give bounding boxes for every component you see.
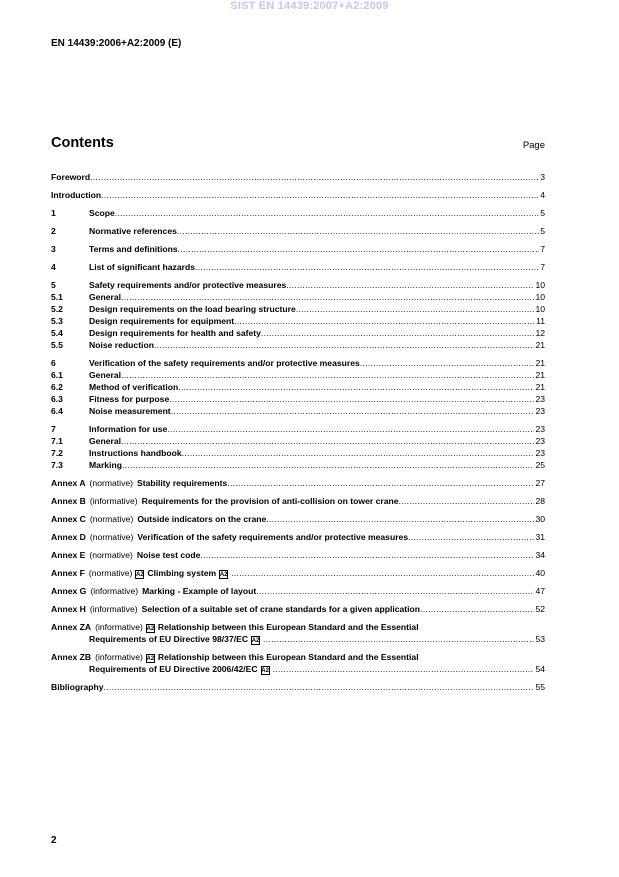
toc-entry-number: 2 <box>51 226 56 236</box>
toc-entry-page: 23 <box>535 424 545 434</box>
toc-entry-6-4[interactable] <box>51 405 545 417</box>
toc-entry-page: 21 <box>535 370 545 380</box>
toc-entry-4[interactable] <box>51 261 545 273</box>
toc-entry-title: Verification of the safety requirements and/or protective measures <box>89 358 360 368</box>
toc-entry-title: Design requirements for equipment <box>89 316 235 326</box>
toc-entry-5-2[interactable] <box>51 303 545 315</box>
annex-page: 47 <box>535 586 545 596</box>
toc-entry-page: 10 <box>535 292 545 302</box>
toc-entry-page: 4 <box>540 190 545 200</box>
toc-entry-6-1[interactable] <box>51 369 545 381</box>
toc-entry-title: Design requirements on the load bearing structure <box>89 304 296 314</box>
amendment-end-marker: A2 <box>261 667 269 674</box>
annex-page: 54 <box>535 664 545 674</box>
annex-type: (informative) <box>95 622 143 632</box>
toc-entry-title: Safety requirements and/or protective measures <box>89 280 287 290</box>
toc-entry-number: 6.3 <box>51 394 63 404</box>
annex-page: 53 <box>535 634 545 644</box>
toc-entry-page: 21 <box>535 358 545 368</box>
toc-entry-number: 6.1 <box>51 370 63 380</box>
annex-id: Annex D <box>51 532 86 542</box>
toc-entry-number: 5.2 <box>51 304 63 314</box>
toc-entry-page: 7 <box>540 262 545 272</box>
toc-entry-page: 23 <box>535 448 545 458</box>
toc-entry-number: 7.3 <box>51 460 63 470</box>
toc-entry-title: General <box>89 436 122 446</box>
toc-entry-number: 6 <box>51 358 56 368</box>
toc-annex-za-continued[interactable] <box>51 633 545 645</box>
annex-title-line2: Requirements of EU Directive 98/37/EC <box>89 634 249 644</box>
toc-entry-number: 3 <box>51 244 56 254</box>
annex-type: (normative) <box>89 514 134 524</box>
annex-title: Requirements for the provision of anti-collision on tower crane <box>141 496 399 506</box>
table-of-contents <box>51 171 545 693</box>
toc-entry-title: Noise reduction <box>89 340 154 350</box>
toc-entry-title: Bibliography <box>51 682 104 692</box>
toc-entry-5-1[interactable] <box>51 291 545 303</box>
toc-annex-g[interactable] <box>51 585 545 597</box>
toc-entry-number: 5.5 <box>51 340 63 350</box>
annex-type: (normative) <box>89 532 134 542</box>
contents-heading: Contents <box>51 135 114 151</box>
annex-type: (informative) <box>95 652 143 662</box>
annex-type: (informative) <box>89 604 138 614</box>
toc-entry-page: 23 <box>535 394 545 404</box>
annex-title-line2: Requirements of EU Directive 2006/42/EC <box>89 664 258 674</box>
amendment-start-marker: A2 <box>136 571 144 578</box>
toc-entry-title: General <box>89 292 122 302</box>
toc-entry-foreword[interactable] <box>51 171 545 183</box>
toc-entry-number: 6.2 <box>51 382 63 392</box>
toc-entry-page: 12 <box>535 328 545 338</box>
annex-type: (normative) <box>89 478 134 488</box>
toc-entry-number: 5.4 <box>51 328 63 338</box>
annex-type: (normative) <box>89 550 133 560</box>
toc-entry-title: Design requirements for health and safety <box>89 328 261 338</box>
annex-type: (informative) <box>89 496 138 506</box>
annex-id: Annex F <box>51 568 85 578</box>
toc-entry-page: 25 <box>535 460 545 470</box>
toc-entry-7-2[interactable] <box>51 447 545 459</box>
toc-entry-6-2[interactable] <box>51 381 545 393</box>
toc-entry-page: 21 <box>535 340 545 350</box>
toc-entry-title: Information for use <box>89 424 168 434</box>
toc-entry-5-4[interactable] <box>51 327 545 339</box>
toc-entry-number: 5 <box>51 280 56 290</box>
annex-id: Annex E <box>51 550 86 560</box>
toc-entry-number: 5.3 <box>51 316 63 326</box>
toc-entry-page: 10 <box>535 280 545 290</box>
toc-entry-number: 7 <box>51 424 56 434</box>
toc-entry-6[interactable] <box>51 357 545 369</box>
page-column-label: Page <box>522 140 545 151</box>
annex-id: Annex B <box>51 496 86 506</box>
toc-entry-title: List of significant hazards <box>89 262 196 272</box>
annex-type: (informative) <box>90 586 139 596</box>
toc-entry-title: Introduction <box>51 190 102 200</box>
toc-entry-page: 3 <box>540 172 545 182</box>
toc-entry-7[interactable] <box>51 423 545 435</box>
toc-entry-number: 7.1 <box>51 436 63 446</box>
toc-entry-page: 21 <box>535 382 545 392</box>
toc-entry-number: 1 <box>51 208 56 218</box>
annex-title: Stability requirements <box>137 478 228 488</box>
toc-annex-zb[interactable] <box>51 651 545 663</box>
toc-annex-za[interactable] <box>51 621 545 633</box>
toc-entry-number: 5.1 <box>51 292 63 302</box>
document-id: EN 14439:2006+A2:2009 (E) <box>51 38 182 49</box>
amendment-end-marker: A2 <box>219 571 228 578</box>
annex-page: 30 <box>535 514 545 524</box>
amendment-end-marker: A2 <box>251 637 260 644</box>
annex-page: 28 <box>535 496 545 506</box>
toc-entry-page: 7 <box>540 244 545 254</box>
annex-page: 34 <box>535 550 545 560</box>
annex-title-line1: Relationship between this European Standard and the Essential <box>157 622 419 632</box>
toc-entry-3[interactable] <box>51 243 545 255</box>
toc-entry-title: Method of verification <box>89 382 179 392</box>
toc-entry-6-3[interactable] <box>51 393 545 405</box>
toc-entry-number: 4 <box>51 262 56 272</box>
annex-id: Annex G <box>51 586 87 596</box>
toc-entry-page: 10 <box>535 304 545 314</box>
amendment-start-marker: A2 <box>146 655 155 662</box>
toc-entry-bibliography[interactable] <box>51 681 545 693</box>
annex-title: Noise test code <box>136 550 201 560</box>
toc-annex-d[interactable] <box>51 531 545 543</box>
annex-id: Annex ZA <box>51 622 92 632</box>
toc-entry-1[interactable] <box>51 207 545 219</box>
toc-entry-5-5[interactable] <box>51 339 545 351</box>
toc-annex-h[interactable] <box>51 603 545 615</box>
toc-annex-c[interactable] <box>51 513 545 525</box>
amendment-start-marker: A2 <box>146 625 155 632</box>
toc-entry-title: Foreword <box>51 172 91 182</box>
annex-title: Outside indicators on the crane <box>137 514 267 524</box>
watermark: SIST EN 14439:2007+A2:2009 <box>230 0 389 12</box>
annex-title: Climbing system <box>147 568 217 578</box>
toc-entry-2[interactable] <box>51 225 545 237</box>
toc-entry-page: 23 <box>535 436 545 446</box>
annex-title: Marking - Example of layout <box>142 586 257 596</box>
toc-entry-page: 55 <box>535 682 545 692</box>
annex-page: 31 <box>535 532 545 542</box>
toc-entry-7-3[interactable] <box>51 459 545 471</box>
toc-entry-title: Noise measurement <box>89 406 171 416</box>
toc-entry-title: Scope <box>89 208 115 218</box>
toc-entry-5[interactable] <box>51 279 545 291</box>
annex-page: 40 <box>535 568 545 578</box>
annex-title: Selection of a suitable set of crane standards for a given application <box>141 604 421 614</box>
toc-annex-b[interactable] <box>51 495 545 507</box>
toc-entry-page: 11 <box>536 316 545 326</box>
toc-entry-title: Normative references <box>89 226 177 236</box>
annex-id: Annex A <box>51 478 86 488</box>
toc-annex-zb-continued[interactable] <box>51 663 545 675</box>
annex-id: Annex C <box>51 514 86 524</box>
toc-annex-e[interactable] <box>51 549 545 561</box>
footer-page-number: 2 <box>51 835 57 846</box>
annex-page: 52 <box>535 604 545 614</box>
toc-entry-page: 23 <box>535 406 545 416</box>
toc-annex-a[interactable] <box>51 477 545 489</box>
toc-entry-title: Marking <box>89 460 122 470</box>
toc-entry-5-3[interactable] <box>51 315 545 327</box>
toc-entry-title: Fitness for purpose <box>89 394 170 404</box>
toc-entry-title: Terms and definitions <box>89 244 178 254</box>
toc-entry-page: 5 <box>540 208 545 218</box>
annex-title: Verification of the safety requirements and/or protective measures <box>137 532 409 542</box>
toc-entry-number: 7.2 <box>51 448 63 458</box>
toc-annex-f[interactable] <box>51 567 545 579</box>
annex-title-line1: Relationship between this European Standard and the Essential <box>157 652 419 662</box>
toc-entry-page: 5 <box>540 226 545 236</box>
annex-type: (normative) <box>88 568 133 578</box>
toc-entry-number: 6.4 <box>51 406 63 416</box>
toc-entry-introduction[interactable] <box>51 189 545 201</box>
toc-entry-title: General <box>89 370 122 380</box>
toc-entry-7-1[interactable] <box>51 435 545 447</box>
toc-entry-title: Instructions handbook <box>89 448 182 458</box>
annex-id: Annex H <box>51 604 86 614</box>
annex-id: Annex ZB <box>51 652 92 662</box>
annex-page: 27 <box>535 478 545 488</box>
